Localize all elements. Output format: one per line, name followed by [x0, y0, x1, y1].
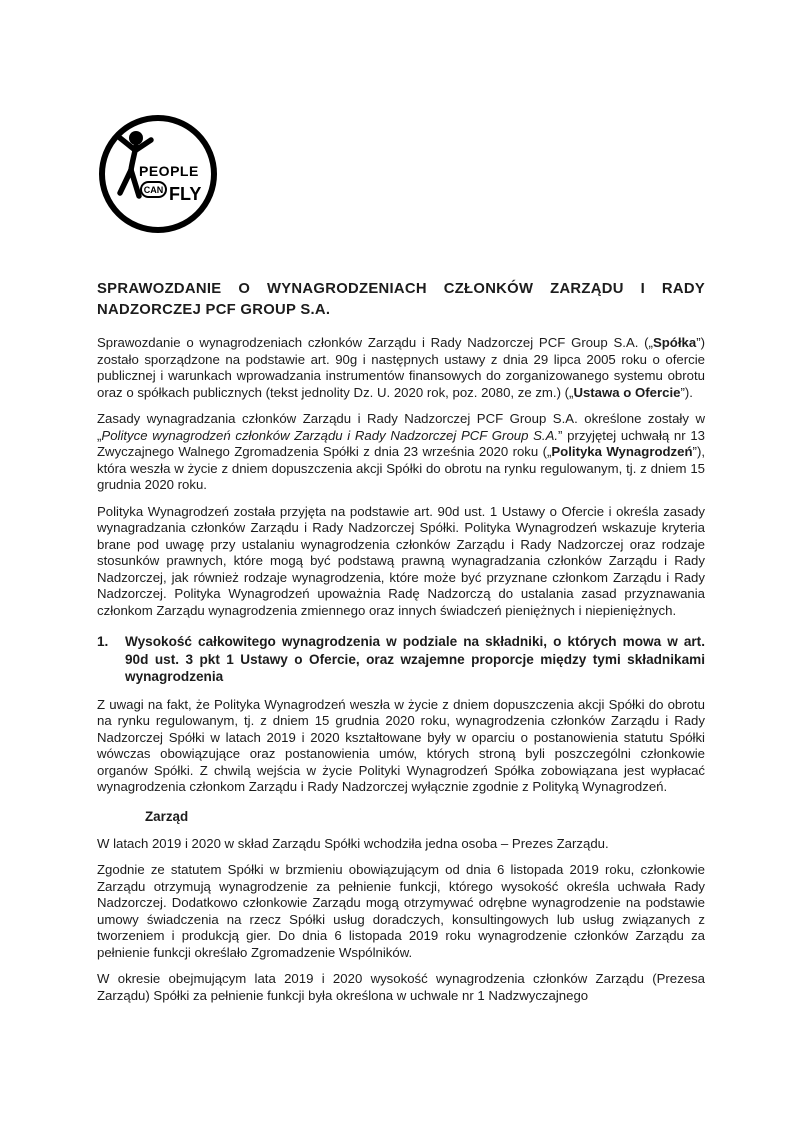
logo-word-people: PEOPLE: [139, 163, 199, 179]
paragraph-board-period: W okresie obejmującym lata 2019 i 2020 wysokość wynagrodzenia członków Zarządu (Prezesa Zarządu) Spółki za pełnienie funkcji była określona w uchwale nr 1 Nadzwyczajnego: [97, 971, 705, 1003]
logo-word-fly: FLY: [169, 184, 202, 204]
subheading-zarzad: Zarząd: [145, 808, 189, 824]
paragraph-intro: [97, 335, 705, 401]
text-run: ”).: [680, 384, 693, 400]
section-1-heading-text: Wysokość całkowitego wynagrodzenia w podziale na składniki, o których mowa w art. 90d ust. 3 pkt 1 Ustawy o Ofercie, oraz wzajemne proporcje między tymi składnikami wynagrodzenia: [125, 634, 705, 684]
text-run: ” przyjętej uchwałą nr 13 Zwyczajnego Walnego Zgromadzenia Spółki z dnia 23 września 2020 roku („: [97, 427, 705, 459]
text-run: ”), która weszła w życie z dniem dopuszczenia akcji Spółki do obrotu na rynku regulowanym, tj. z dniem 15 grudnia 2020 roku.: [97, 444, 705, 492]
text-run-bold: Polityka Wynagrodzeń: [551, 444, 693, 459]
logo-word-can: CAN: [143, 185, 164, 195]
paragraph-board-remuneration: Zgodnie ze statutem Spółki w brzmieniu obowiązującym od dnia 6 listopada 2019 roku, członkowie Zarządu otrzymują wynagrodzenie za pełnienie funkcji, którego wysokość określa uchwała Rady Nadzorczej. Dodatkowo członkowie Zarządu mogą otrzymywać odrębne wynagrodzenie na podstawie umowy świadczenia na rzecz Spółki usług doradczych, konsultingowych lub usług związanych z tworzeniem i produkcją gier. Do dnia 6 listopada 2019 roku wynagrodzenie członków Zarządu za pełnienie funkcji określało Zgromadzenie Wspólników.: [97, 862, 705, 960]
section-1-number: 1.: [97, 634, 109, 649]
text-run: Sprawozdanie o wynagrodzeniach członków Zarządu i Rady Nadzorczej PCF Group S.A. („: [97, 335, 653, 350]
document-title: SPRAWOZDANIE O WYNAGRODZENIACH CZŁONKÓW ZARZĄDU I RADY NADZORCZEJ PCF GROUP S.A.: [97, 281, 705, 318]
text-run: Zasady wynagradzania członków Zarządu i Rady Nadzorczej PCF Group S.A. określone zostały w „: [97, 411, 705, 443]
section-1-heading: [97, 633, 705, 686]
text-run: ”) zostało sporządzone na podstawie art. 90g i następnych ustawy z dnia 29 lipca 2005 roku o ofercie publicznej i warunkach wprowadzania instrumentów finansowych do zorganizowanego systemu obrotu oraz o spółkach publicznych (tekst jednolity Dz. U. 2020 rok, poz. 2080, ze zm.) („: [97, 335, 705, 400]
text-run-bold: Spółka: [652, 335, 697, 350]
paragraph-policy-basis: Polityka Wynagrodzeń została przyjęta na podstawie art. 90d ust. 1 Ustawy o Ofercie i określa zasady wynagradzania członków Zarządu i Rady Nadzorczej Spółki. Polityka Wynagrodzeń wskazuje kryteria brane pod uwagę przy ustalaniu wynagrodzenia członków Zarządu i Rady Nadzorczej oraz rodzaje stosunków prawnych, które mogą być podstawą prawną wynagradzania członków Zarządu i Rady Nadzorczej, jak również rodzaje wynagrodzenia, które może być przyznane członkom Zarządu i Rady Nadzorczej. Polityka Wynagrodzeń upoważnia Radę Nadzorczą do ustalania zasad przyznawania członkom Zarządu wynagrodzenia zmiennego oraz innych świadczeń pieniężnych i niepieniężnych.: [97, 503, 705, 618]
text-run-bold: Ustawa o Ofercie: [573, 384, 681, 400]
paragraph-section1-intro: Z uwagi na fakt, że Polityka Wynagrodzeń weszła w życie z dniem dopuszczenia akcji Spółki do obrotu na rynku regulowanym, tj. z dniem 15 grudnia 2020 roku, wynagrodzenia członków Zarządu i Rady Nadzorczej Spółki w latach 2019 i 2020 kształtowane były w oparciu o postanowienia statutu Spółki wówczas obowiązujące oraz postanowienia umów, których stroną byli poszczególni członkowie organów Spółki. Z chwilą wejścia w życie Polityki Wynagrodzeń Spółka zobowiązana jest wypłacać wynagrodzenia członkom Zarządu i Rady Nadzorczej wyłącznie zgodnie z Polityką Wynagrodzeń.: [97, 696, 705, 794]
paragraph-policy: [97, 411, 705, 494]
text-run-italic: Polityce wynagrodzeń członków Zarządu i Rady Nadzorczej PCF Group S.A.: [101, 427, 559, 443]
paragraph-board-composition: W latach 2019 i 2020 w skład Zarządu Spółki wchodziła jedna osoba – Prezes Zarządu.: [97, 835, 609, 851]
people-can-fly-logo: [97, 113, 219, 235]
people-can-fly-logo-icon: [97, 113, 219, 235]
